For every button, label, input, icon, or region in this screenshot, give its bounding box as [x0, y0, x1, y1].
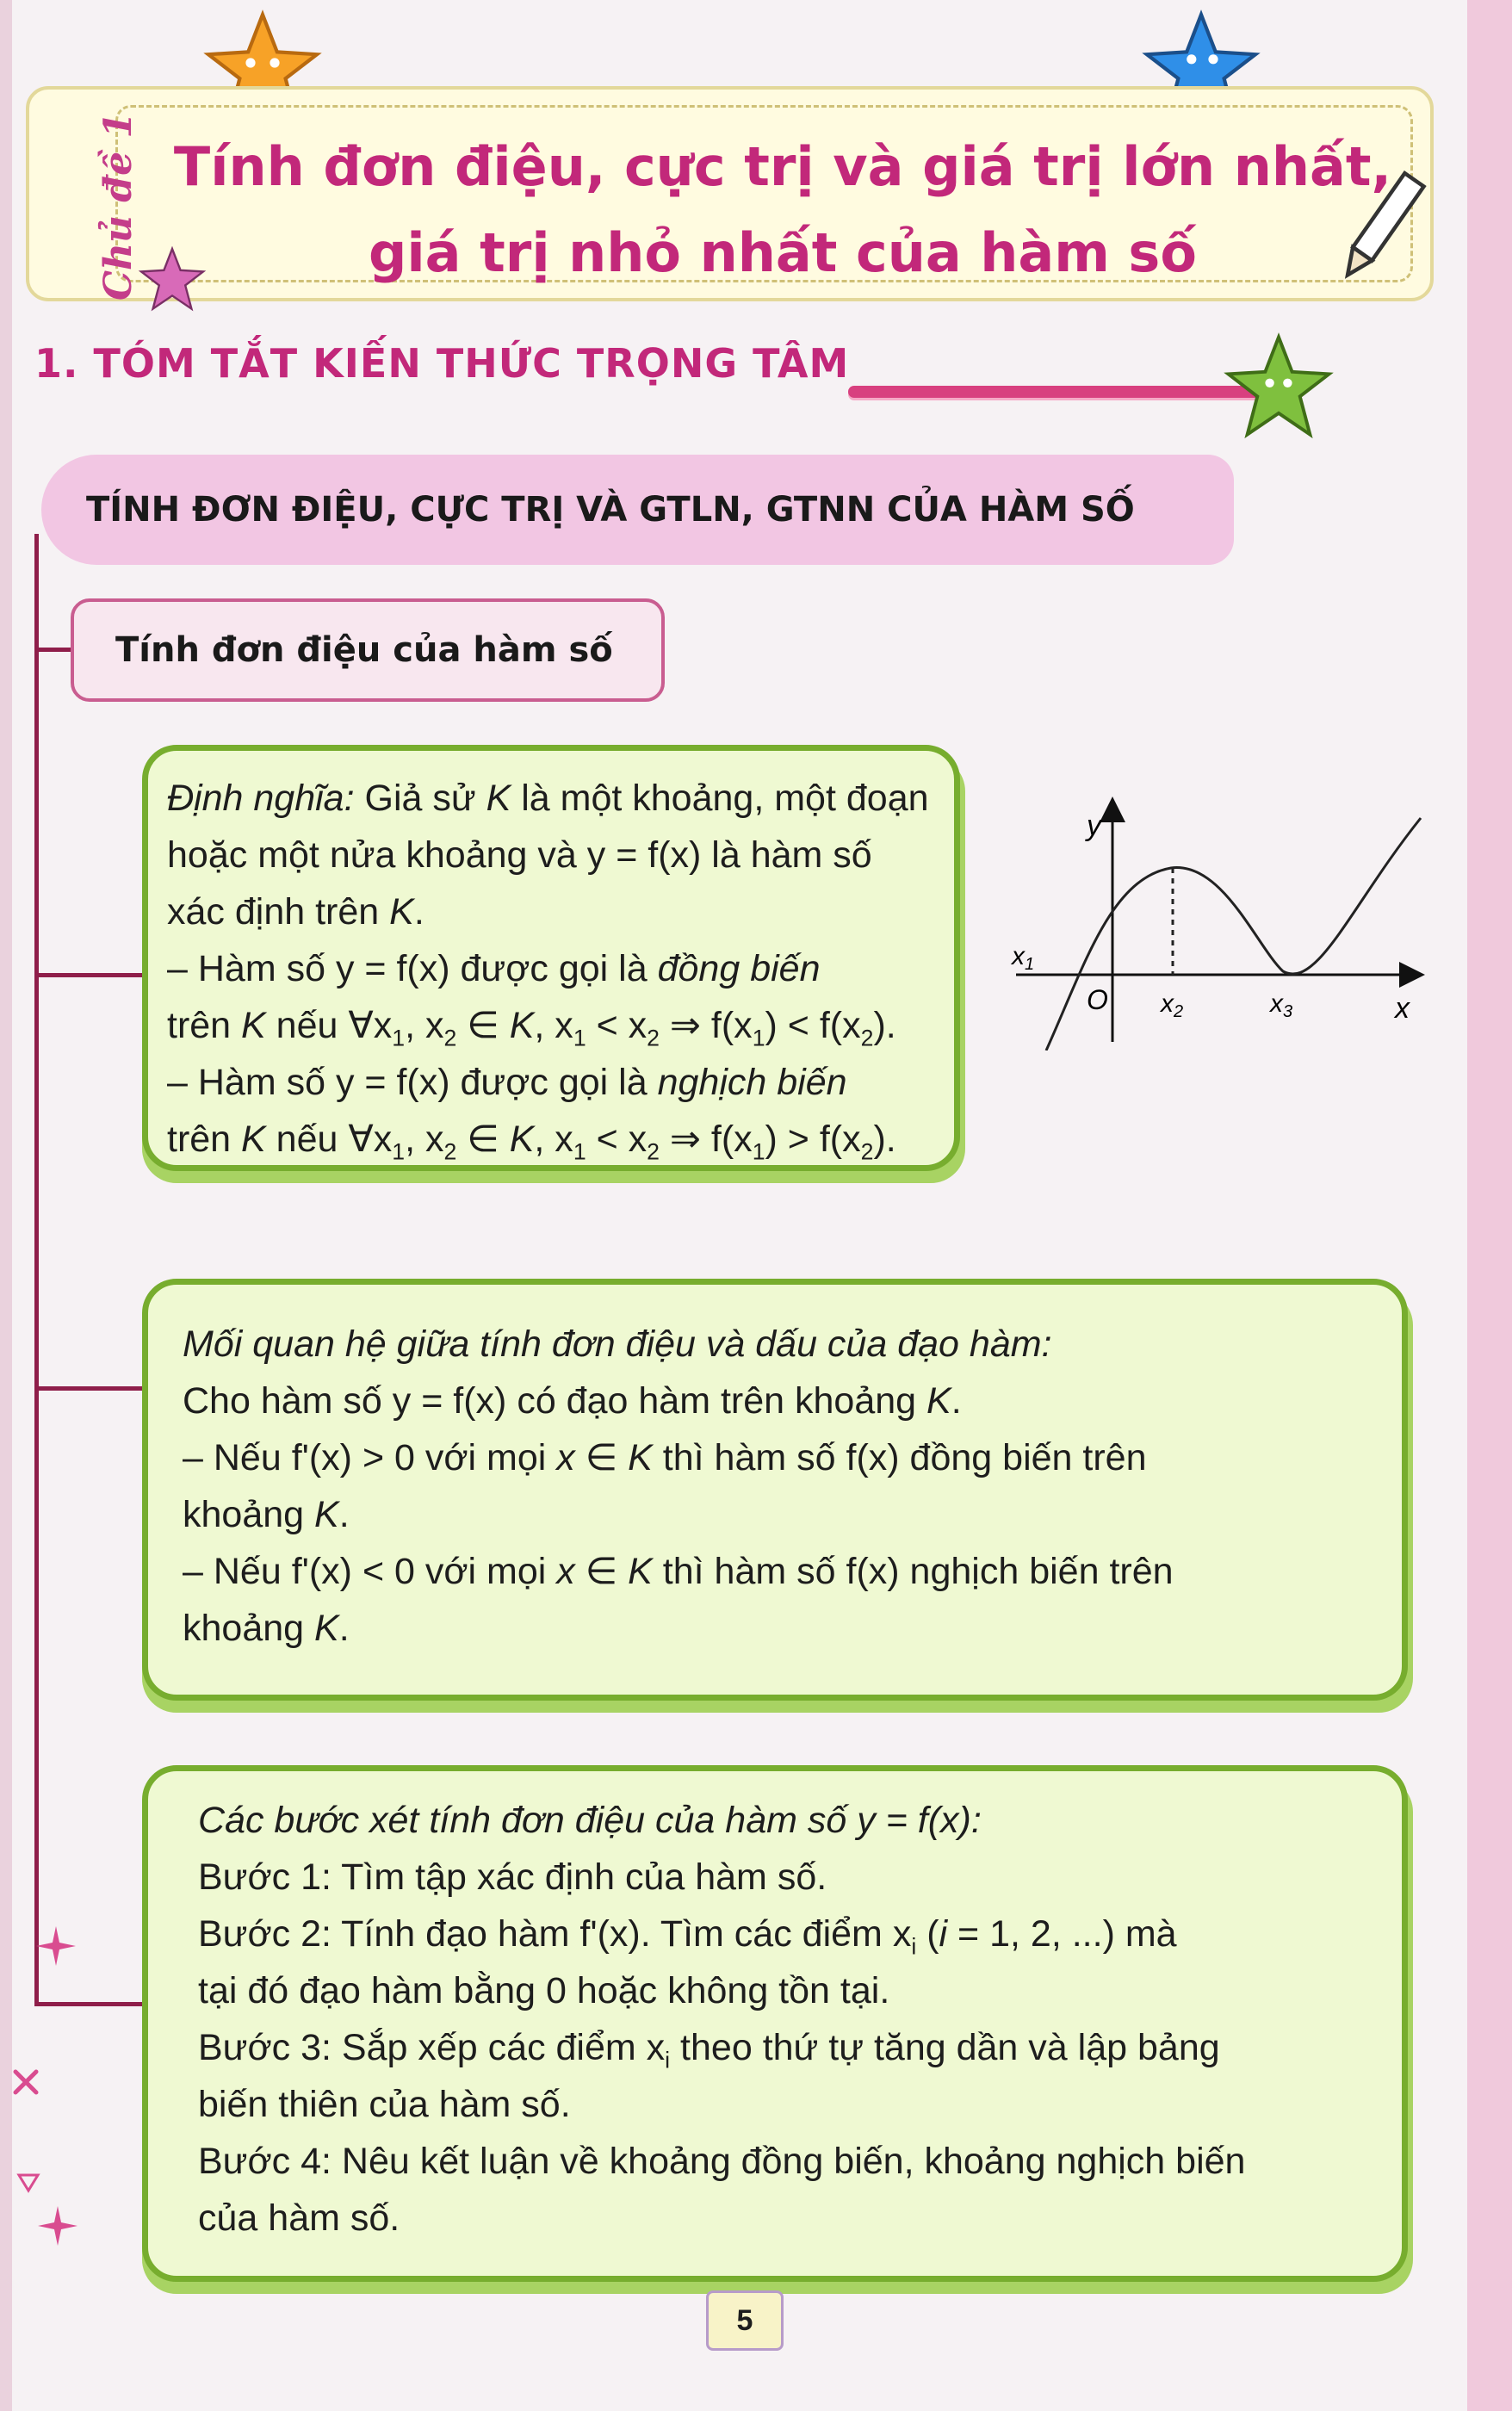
left-page-edge: [0, 0, 12, 2411]
derivative-text: ∈: [574, 1551, 629, 1592]
step-2: [198, 1906, 1376, 1962]
math-text: ⇒ f(x: [659, 1005, 753, 1046]
graph-x2-sub: 2: [1174, 1002, 1184, 1021]
definition-label: Định nghĩa:: [167, 778, 355, 819]
increasing-term: đồng biến: [657, 948, 821, 989]
math-text: ).: [873, 1005, 896, 1046]
tree-connector-box2: [34, 1386, 145, 1391]
derivative-text: đồng biến trên: [899, 1437, 1147, 1478]
page-title-line1: Tính đơn điệu, cực trị và giá trị lớn nhất,: [173, 135, 1392, 198]
math-text: < x: [586, 1119, 648, 1160]
step-2-text: = 1, 2, ...) mà: [947, 1913, 1177, 1955]
decreasing-line1: [167, 1054, 933, 1111]
definition-text: .: [413, 891, 424, 933]
x-mark-icon: [10, 2067, 41, 2098]
section-heading: 1. TÓM TẮT KIẾN THỨC TRỌNG TÂM: [34, 340, 850, 387]
step-3-text: Bước 3: Sắp xếp các điểm x: [198, 2027, 666, 2068]
page-title: [150, 124, 1416, 296]
derivative-text: nghịch biến trên: [899, 1551, 1174, 1592]
math-text: ∈: [456, 1005, 510, 1046]
step-3-cont: biến thiên của hàm số.: [198, 2084, 571, 2125]
step-3: [198, 2019, 1376, 2076]
chapter-title-banner: [26, 86, 1434, 301]
chapter-number-text: Chủ đề 1: [96, 111, 141, 301]
pink-star-icon: [133, 245, 211, 314]
subscript: 1: [752, 1025, 765, 1051]
tree-connector-subheading: [34, 648, 73, 652]
definition-text: Giả sử: [354, 778, 486, 819]
triangle-icon: [15, 2170, 41, 2196]
math-text: ).: [873, 1119, 896, 1160]
graph-x3-sub: 3: [1283, 1002, 1293, 1021]
math-text: ) > f(x: [765, 1119, 861, 1160]
subscript: 2: [647, 1138, 660, 1165]
math-text: nếu ∀x: [265, 1005, 393, 1046]
derivative-text: f'(x) < 0 với mọi: [291, 1551, 557, 1592]
derivative-text: khoảng: [183, 1608, 315, 1649]
derivative-item2: [183, 1543, 1376, 1600]
var-x: x: [556, 1437, 575, 1478]
subscript: 1: [573, 1138, 586, 1165]
derivative-box-title: Mối quan hệ giữa tính đơn điệu và dấu của đạo hàm:: [183, 1323, 1052, 1365]
var-x: x: [556, 1551, 575, 1592]
graph-x1-letter: x: [1012, 942, 1025, 970]
sparkle-icon: [34, 1924, 77, 1968]
page-title-line2: giá trị nhỏ nhất của hàm số: [369, 221, 1197, 284]
decreasing-line2: [167, 1111, 933, 1168]
decreasing-text: trên: [167, 1119, 242, 1160]
increasing-text: – Hàm số y = f(x) được gọi là: [167, 948, 658, 989]
subscript: 2: [443, 1025, 457, 1051]
steps-box: [142, 1765, 1408, 2282]
increasing-text: trên: [167, 1005, 242, 1046]
decreasing-text: – Hàm số y = f(x) được gọi là: [167, 1062, 658, 1103]
step-2-text: Bước 2: Tính đạo hàm f'(x). Tìm các điểm x: [198, 1913, 912, 1955]
definition-box: [142, 745, 960, 1171]
subscript: 2: [860, 1138, 874, 1165]
set-k: K: [241, 1005, 266, 1046]
derivative-line1: [183, 1373, 1376, 1429]
subscript: 1: [392, 1138, 406, 1165]
math-text: , x: [405, 1119, 444, 1160]
definition-line2: hoặc một nửa khoảng và y = f(x) là hàm số: [167, 834, 872, 876]
derivative-text: f(x): [846, 1551, 900, 1592]
set-k: K: [314, 1494, 339, 1535]
pencil-icon: [1335, 164, 1429, 293]
set-k: K: [509, 1005, 535, 1046]
subscript: i: [665, 2047, 671, 2073]
subscript: 1: [573, 1025, 586, 1051]
derivative-text: .: [338, 1494, 350, 1535]
subscript: 1: [392, 1025, 406, 1051]
green-star-icon: [1214, 332, 1343, 443]
section-heading-rule: [848, 386, 1261, 398]
step-2-text: (: [916, 1913, 939, 1955]
math-text: , x: [534, 1005, 573, 1046]
graph-x3-label: [1268, 989, 1292, 1021]
set-k: K: [628, 1551, 653, 1592]
function-curve: [1046, 818, 1421, 1051]
tree-connector-vertical: [34, 534, 39, 2006]
derivative-item2-cont: [183, 1600, 1376, 1657]
math-text: , x: [534, 1119, 573, 1160]
set-k: K: [628, 1437, 653, 1478]
increasing-line1: [167, 940, 933, 997]
subscript: i: [911, 1933, 917, 1960]
derivative-text: thì hàm số: [652, 1551, 846, 1592]
graph-y-label: y: [1087, 809, 1101, 842]
math-text: < x: [586, 1005, 648, 1046]
math-text: ∈: [456, 1119, 510, 1160]
graph-x-label: x: [1395, 992, 1410, 1025]
derivative-text: Cho hàm số y = f(x) có đạo hàm trên khoảng: [183, 1380, 927, 1422]
math-text: nếu ∀x: [265, 1119, 393, 1160]
graph-x2-label: [1159, 989, 1183, 1021]
subtopic-heading: Tính đơn điệu của hàm số: [71, 598, 665, 702]
page-number: 5: [706, 2290, 784, 2351]
var-i: i: [939, 1913, 948, 1955]
step-3-text: theo thứ tự tăng dần và lập bảng: [670, 2027, 1220, 2068]
tree-connector-box1: [34, 973, 145, 977]
derivative-text: – Nếu: [183, 1437, 292, 1478]
derivative-text: f(x): [846, 1437, 900, 1478]
definition-line3: [167, 883, 933, 940]
definition-line1: [167, 770, 933, 827]
derivative-item1: [183, 1429, 1376, 1486]
set-k: K: [926, 1380, 951, 1422]
derivative-text: f'(x) > 0 với mọi: [291, 1437, 557, 1478]
derivative-text: – Nếu: [183, 1551, 292, 1592]
derivative-text: .: [951, 1380, 962, 1422]
tree-connector-box3: [34, 2002, 145, 2006]
right-page-edge: [1467, 0, 1512, 2411]
subscript: 1: [752, 1138, 765, 1165]
subscript: 2: [647, 1025, 660, 1051]
set-k: K: [486, 778, 511, 819]
steps-box-title: Các bước xét tính đơn điệu của hàm số y = f(x):: [198, 1800, 982, 1841]
set-k: K: [314, 1608, 339, 1649]
graph-x2-letter: x: [1161, 989, 1174, 1018]
step-4-cont: của hàm số.: [198, 2197, 400, 2239]
step-2-cont: tại đó đạo hàm bằng 0 hoặc không tồn tại.: [198, 1970, 890, 2011]
derivative-text: khoảng: [183, 1494, 315, 1535]
step-4: Bước 4: Nêu kết luận về khoảng đồng biến, khoảng nghịch biến: [198, 2141, 1246, 2182]
sparkle-icon: [36, 2204, 79, 2247]
graph-origin-label: O: [1087, 984, 1108, 1015]
graph-x3-letter: x: [1270, 989, 1283, 1018]
math-text: ) < f(x: [765, 1005, 861, 1046]
math-text: , x: [405, 1005, 444, 1046]
definition-text: là một khoảng, một đoạn: [511, 778, 929, 819]
math-text: ⇒ f(x: [659, 1119, 753, 1160]
definition-text: xác định trên: [167, 891, 390, 933]
set-k: K: [389, 891, 414, 933]
function-graph: [1007, 792, 1438, 1051]
derivative-item1-cont: [183, 1486, 1376, 1543]
derivative-text: ∈: [574, 1437, 629, 1478]
derivative-text: .: [338, 1608, 350, 1649]
derivative-sign-box: [142, 1279, 1408, 1701]
derivative-text: thì hàm số: [652, 1437, 846, 1478]
graph-x1-label: [1010, 942, 1034, 974]
graph-x1-sub: 1: [1025, 955, 1035, 974]
chapter-number-label: [67, 111, 141, 301]
subscript: 2: [860, 1025, 874, 1051]
step-1: Bước 1: Tìm tập xác định của hàm số.: [198, 1856, 827, 1898]
subscript: 2: [443, 1138, 457, 1165]
set-k: K: [509, 1119, 535, 1160]
set-k: K: [241, 1119, 266, 1160]
increasing-line2: [167, 997, 933, 1054]
decreasing-term: nghịch biến: [657, 1062, 847, 1103]
topic-pill: TÍNH ĐƠN ĐIỆU, CỰC TRỊ VÀ GTLN, GTNN CỦA HÀM SỐ: [41, 455, 1234, 565]
